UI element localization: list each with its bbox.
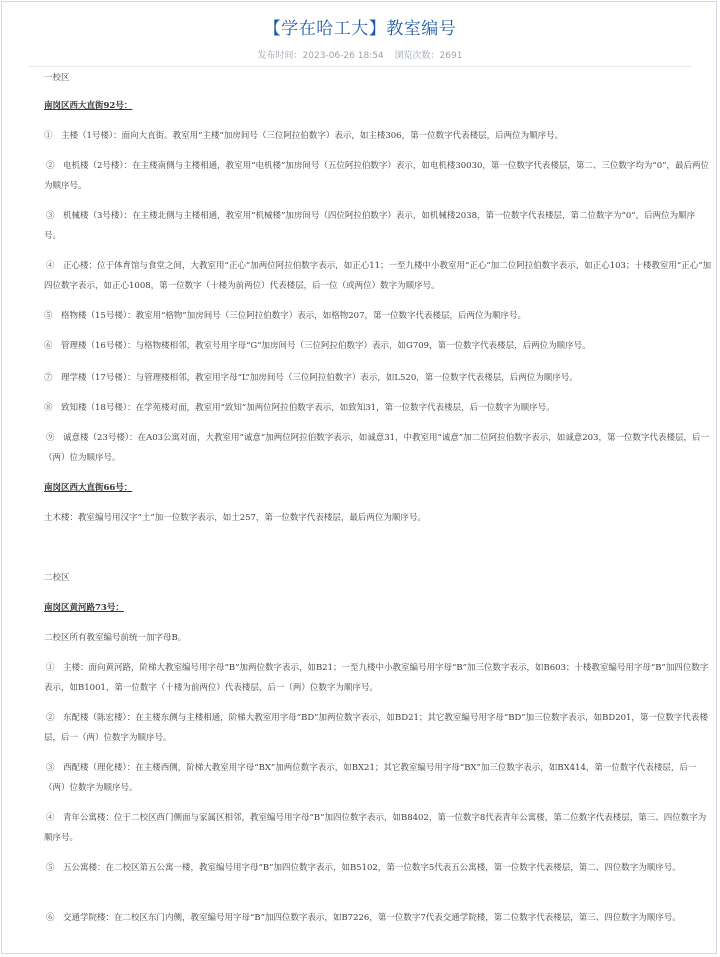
- publish-time: 2023-06-26 18:54: [302, 51, 384, 61]
- list-item: ③ 机械楼（3号楼）：在主楼北侧与主楼相通，教室用“机械楼”加房间号（四位阿拉伯数字）表示，如机械楼2038，第一位数字代表楼层，第二位数字为“0”，后两位为顺序号。: [44, 211, 696, 241]
- list-item: ⑨ 诚意楼（23号楼）：在A03公寓对面，大教室用“诚意”加两位阿拉伯数字表示，如诚意31，中教室用“诚意”加二位阿拉伯数字表示，如诚意203，第一位数字代表楼层，后一（两）位为顺序号。: [44, 433, 709, 463]
- views-info: [395, 51, 463, 61]
- list-item: 土木楼：教室编号用汉字“土”加一位数字表示，如土257，第一位数字代表楼层，最后两位为顺序号。: [44, 513, 426, 523]
- publish-label: 发布时间：: [257, 51, 303, 61]
- campus-heading-1: 一校区: [44, 73, 70, 83]
- campus-heading-2: 二校区: [44, 573, 70, 583]
- address-heading-66: 南岗区西大直街66号：: [44, 483, 133, 493]
- list-item: ④ 正心楼：位于体育馆与食堂之间，大教室用“正心”加两位阿拉伯数字表示，如正心11；一至九楼中小教室用“正心”加二位阿拉伯数字表示，如正心103；十楼教室用“正心”加四位数字表示，如正心1008，第一位数字（十楼为前两位）代表楼层，后一位（或两位）数字为顺序号。: [44, 261, 712, 291]
- list-item: ⑥ 管理楼（16号楼）：与格物楼相邻，教室号用字母“G”加房间号（三位阿拉伯数字）表示，如G709，第一位数字代表楼层，后两位为顺序号。: [44, 341, 591, 351]
- publish-info: [258, 51, 384, 61]
- list-item: ① 主楼（1号楼）：面向大直街。教室用“主楼”加房间号（三位阿拉伯数字）表示，如主楼306，第一位数字代表楼层，后两位为顺序号。: [44, 131, 564, 141]
- campus2-intro: 二校区所有教室编号前统一加字母B。: [44, 633, 187, 643]
- list-item: ⑤ 格物楼（15号楼）：教室用“格物”加房间号（三位阿拉伯数字）表示，如格物207，第一位数字代表楼层，后两位为顺序号。: [44, 311, 526, 321]
- list-item: ⑦ 理学楼（17号楼）：与管理楼相邻，教室用字母“L”加房间号（三位阿拉伯数字）表示，如L520，第一位数字代表楼层，后两位为顺序号。: [44, 373, 578, 383]
- list-item: ③ 西配楼（理化楼）：在主楼西侧，阶梯大教室用字母“BX”加两位数字表示，如BX21；其它教室编号用字母“BX”加三位数字表示，如BX414，第一位数字代表楼层，后一（两）位数字为顺序号。: [44, 763, 697, 793]
- list-item: ② 电机楼（2号楼）：在主楼南侧与主楼相通，教室用“电机楼”加房间号（五位阿拉伯数字）表示，如电机楼30030，第一位数字代表楼层，第二、三位数字均为“0”，最后两位为顺序号。: [44, 161, 709, 191]
- views-label: 浏览次数：: [394, 51, 440, 61]
- address-heading-92: 南岗区西大直街92号：: [44, 101, 133, 111]
- header-divider: [28, 66, 692, 67]
- list-item: ① 主楼：面向黄河路，阶梯大教室编号用字母“B”加两位数字表示，如B21；一至九楼中小教室编号用字母“B”加三位数字表示，如B603；十楼教室编号用字母“B”加四位数字表示，如B1001，第一位数字（十楼为前两位）代表楼层，后一（两）位数字为顺序号。: [44, 663, 709, 693]
- list-item: ⑧ 致知楼（18号楼）：在学苑楼对面，教室用“致知”加两位阿拉伯数字表示，如致知31，第一位数字代表楼层，后一位数字为顺序号。: [44, 403, 555, 413]
- views-count: 2691: [439, 51, 463, 61]
- article-meta: [2, 48, 717, 61]
- list-item: ④ 青年公寓楼：位于二校区西门侧面与家属区相邻，教室编号用字母“B”加四位数字表示，如B8402，第一位数字8代表青年公寓楼，第二位数字代表楼层，第三、四位数字为顺序号。: [44, 813, 707, 843]
- list-item: ⑥ 交通学院楼：在二校区东门内侧，教室编号用字母“B”加四位数字表示，如B7226，第一位数字7代表交通学院楼，第二位数字代表楼层，第三、四位数字为顺序号。: [46, 913, 681, 923]
- article-frame: [1, 1, 717, 954]
- address-heading-73: 南岗区黄河路73号：: [44, 603, 124, 613]
- list-item: ② 东配楼（陈宏楼）：在主楼东侧与主楼相通，阶梯大教室用字母“BD”加两位数字表示，如BD21；其它教室编号用字母“BD”加三位数字表示，如BD201，第一位数字代表楼层，后一（两）位数字为顺序号。: [44, 713, 708, 743]
- page-title: 【学在哈工大】教室编号: [263, 19, 457, 39]
- list-item: ⑤ 五公寓楼：在二校区第五公寓一楼，教室编号用字母“B”加四位数字表示，如B5102，第一位数字5代表五公寓楼，第一位数字代表楼层，第二、四位数字为顺序号。: [46, 863, 681, 873]
